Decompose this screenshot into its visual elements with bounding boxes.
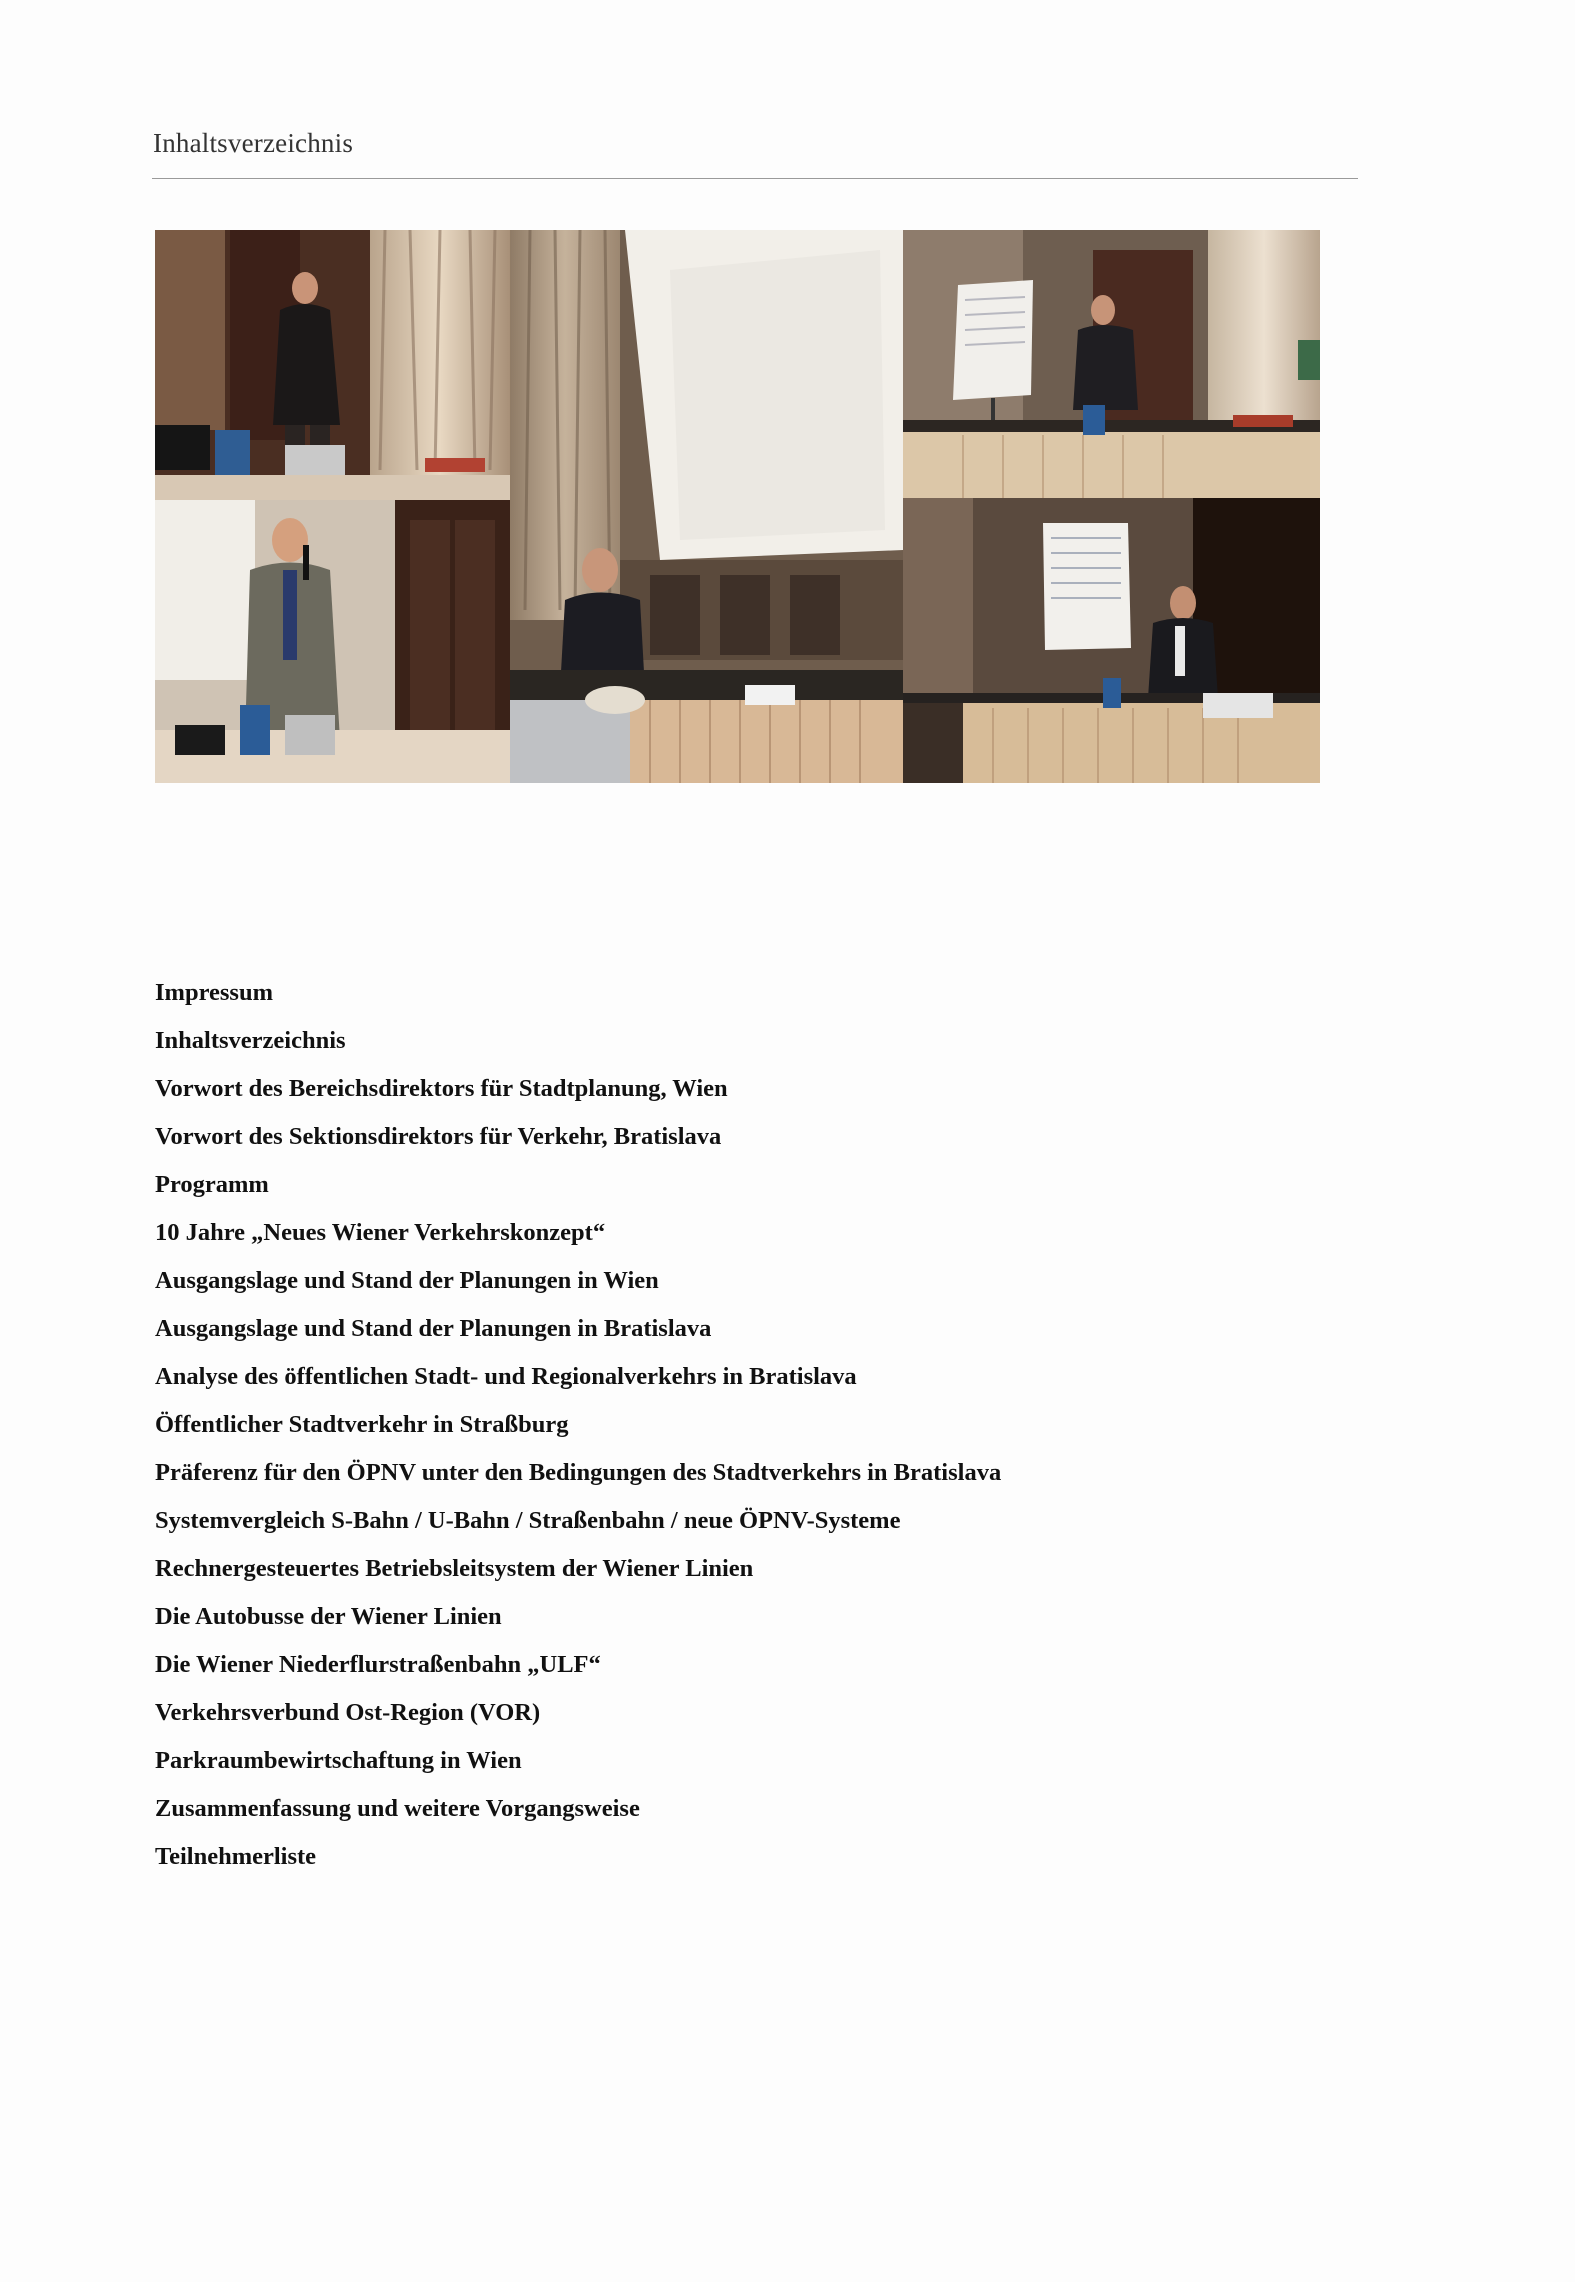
conference-photo-icon xyxy=(903,498,1320,783)
toc-item[interactable]: Die Autobusse der Wiener Linien xyxy=(155,1603,502,1630)
conference-photo-icon xyxy=(155,230,510,500)
photo-speaker-standing xyxy=(155,230,510,500)
toc-item[interactable]: Inhaltsverzeichnis xyxy=(155,1027,346,1054)
toc-item[interactable]: Teilnehmerliste xyxy=(155,1843,317,1870)
page-header-title: Inhaltsverzeichnis xyxy=(153,128,354,158)
toc-item[interactable]: Die Wiener Niederflurstraßenbahn „ULF“ xyxy=(155,1651,601,1678)
photo-collage xyxy=(155,230,1320,783)
conference-photo-icon xyxy=(903,230,1320,498)
toc-item[interactable]: Verkehrsverbund Ost-Region (VOR) xyxy=(155,1699,541,1726)
toc-item[interactable]: Zusammenfassung und weitere Vorgangsweise xyxy=(155,1795,640,1822)
toc-item[interactable]: Systemvergleich S-Bahn / U-Bahn / Straßenbahn / neue ÖPNV-Systeme xyxy=(155,1507,901,1534)
conference-photo-icon xyxy=(155,500,510,783)
toc-item[interactable]: 10 Jahre „Neues Wiener Verkehrskonzept“ xyxy=(155,1219,606,1246)
photo-speaker-microphone xyxy=(155,500,510,783)
toc-item[interactable]: Vorwort des Sektionsdirektors für Verkehr, Bratislava xyxy=(155,1123,722,1150)
toc-item[interactable]: Impressum xyxy=(155,979,273,1006)
photo-flipchart-speaker xyxy=(903,230,1320,498)
toc-item[interactable]: Ausgangslage und Stand der Planungen in Wien xyxy=(155,1267,659,1294)
toc-item[interactable]: Präferenz für den ÖPNV unter den Bedingungen des Stadtverkehrs in Bratislava xyxy=(155,1459,1002,1486)
conference-photo-icon xyxy=(510,230,903,783)
toc-item[interactable]: Ausgangslage und Stand der Planungen in Bratislava xyxy=(155,1315,712,1342)
photo-panel-table xyxy=(903,498,1320,783)
toc-item[interactable]: Rechnergesteuertes Betriebsleitsystem der Wiener Linien xyxy=(155,1555,754,1582)
toc-item[interactable]: Programm xyxy=(155,1171,269,1198)
table-of-contents xyxy=(155,973,1001,1885)
toc-item[interactable]: Vorwort des Bereichsdirektors für Stadtplanung, Wien xyxy=(155,1075,728,1102)
photo-projection-screen xyxy=(510,230,903,783)
header-divider xyxy=(152,178,1358,179)
toc-item[interactable]: Öffentlicher Stadtverkehr in Straßburg xyxy=(155,1411,569,1438)
toc-item[interactable]: Parkraumbewirtschaftung in Wien xyxy=(155,1747,522,1774)
toc-item[interactable]: Analyse des öffentlichen Stadt- und Regionalverkehrs in Bratislava xyxy=(155,1363,857,1390)
